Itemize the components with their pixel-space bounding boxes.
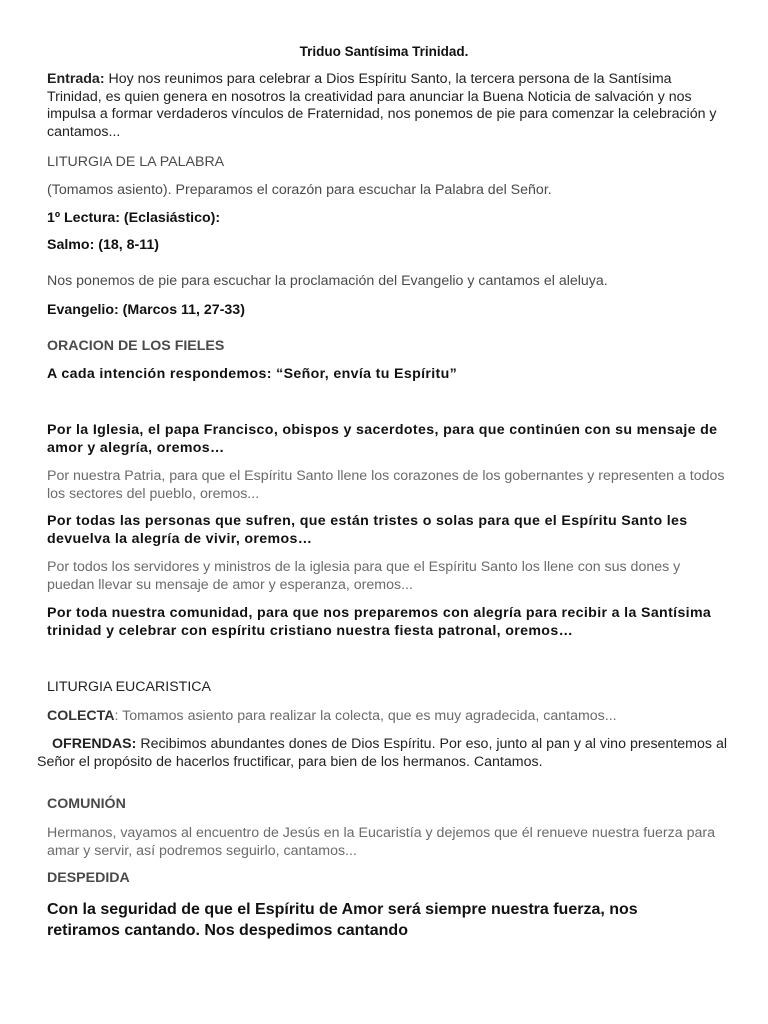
entrada-paragraph xyxy=(47,71,727,141)
salmo: Salmo: (18, 8-11) xyxy=(47,237,159,253)
intencion-2: Por nuestra Patria, para que el Espíritu Santo llene los corazones de los gobernantes y representen a todos los sectores del pueblo, oremos... xyxy=(47,468,725,502)
ofrendas-label: OFRENDAS: xyxy=(52,736,137,752)
entrada-text: Hoy nos reunimos para celebrar a Dios Espíritu Santo, la tercera persona de la Santísima Trinidad, es quien genera en nosotros la creatividad para anunciar la Buena Noticia de salvación y nos impulsa a formar verdaderos vínculos de Fraternidad, nos ponemos de pie para comenzar la celebración y cantamos... xyxy=(47,71,717,140)
intencion-3: Por todas las personas que sufren, que están tristes o solas para que el Espíritu Santo les devuelva la alegría de vivir, oremos… xyxy=(47,513,688,547)
liturgia-eucaristica-heading: LITURGIA EUCARISTICA xyxy=(47,679,211,695)
tomamos-asiento-text: (Tomamos asiento). Preparamos el corazón para escuchar la Palabra del Señor. xyxy=(47,182,552,198)
intencion-5: Por toda nuestra comunidad, para que nos preparemos con alegría para recibir a la Santísima trinidad y celebrar con espíritu cristiano nuestra fiesta patronal, oremos… xyxy=(47,605,712,639)
entrada-label: Entrada: xyxy=(47,71,105,87)
liturgia-palabra-heading: LITURGIA DE LA PALABRA xyxy=(47,154,225,170)
comunion-heading: COMUNIÓN xyxy=(47,796,126,812)
despedida-heading: DESPEDIDA xyxy=(47,870,130,886)
intencion-4: Por todos los servidores y ministros de la iglesia para que el Espíritu Santo los llene con sus dones y puedan llevar su mensaje de amor y esperanza, oremos... xyxy=(47,559,681,593)
respuesta-text: A cada intención respondemos: “Señor, envía tu Espíritu” xyxy=(47,366,458,382)
colecta-paragraph xyxy=(47,708,727,726)
oracion-fieles-heading: ORACION DE LOS FIELES xyxy=(47,338,225,354)
comunion-text: Hermanos, vayamos al encuentro de Jesús en la Eucaristía y dejemos que él renueve nuestra fuerza para amar y servir, así podremos seguirlo, cantamos... xyxy=(47,825,715,859)
primera-lectura: 1º Lectura: (Eclasiástico): xyxy=(47,210,221,226)
colecta-text: : Tomamos asiento para realizar la colecta, que es muy agradecida, cantamos... xyxy=(114,708,617,724)
ponemos-pie-text: Nos ponemos de pie para escuchar la proclamación del Evangelio y cantamos el aleluya. xyxy=(47,273,608,289)
ofrendas-text: Recibimos abundantes dones de Dios Espíritu. Por eso, junto al pan y al vino presentemos al Señor el propósito de hacerlos fructificar, para bien de los hermanos. Cantamos. xyxy=(37,736,727,770)
colecta-label: COLECTA xyxy=(47,708,115,724)
despedida-text: Con la seguridad de que el Espíritu de Amor será siempre nuestra fuerza, nos retiramos cantando. Nos despedimos cantando xyxy=(47,901,638,939)
ofrendas-paragraph xyxy=(37,736,727,771)
intencion-1: Por la Iglesia, el papa Francisco, obispos y sacerdotes, para que continúen con su mensaje de amor y alegría, oremos… xyxy=(47,422,718,456)
evangelio: Evangelio: (Marcos 11, 27-33) xyxy=(47,302,245,318)
document-title: Triduo Santísima Trinidad. xyxy=(299,44,469,59)
